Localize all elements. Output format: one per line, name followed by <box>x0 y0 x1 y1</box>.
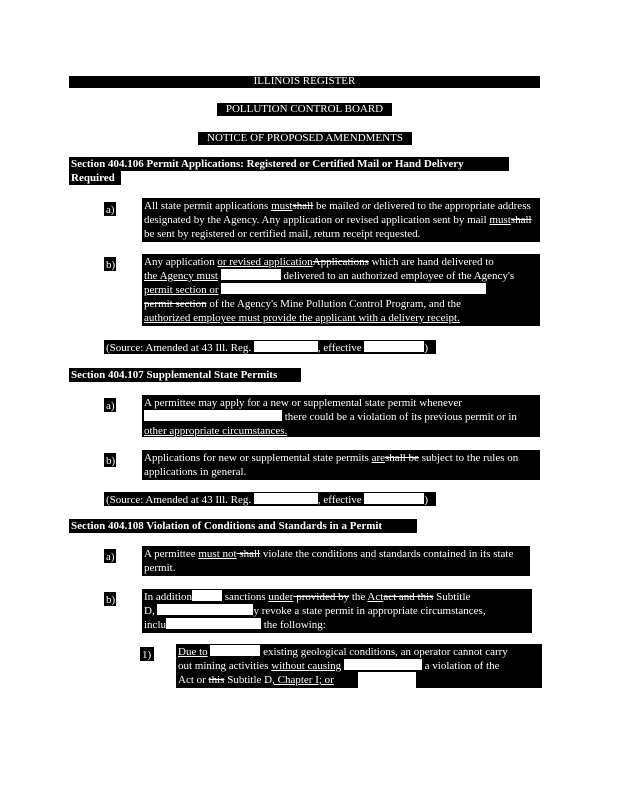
para-108-a: A permittee must not shall violate the conditions and standards contained in its state permit. <box>142 546 530 576</box>
para-106-b-label: b) <box>106 259 116 271</box>
effective-date-blank <box>364 341 424 352</box>
section-404-108-heading: Section 404.108 Violation of Conditions and Standards in a Permit <box>69 519 417 533</box>
para-107-b: Applications for new or supplemental state permits areshall be subject to the rules on applications in general. <box>142 450 540 480</box>
redaction-gap <box>344 659 422 670</box>
para-108-b-line-1: In addition sanctions under provided by the Actact and this Subtitle <box>144 591 471 603</box>
para-108-b-1-line-3: Act or this Subtitle D, Chapter I; or <box>178 674 334 686</box>
redaction-gap <box>221 283 486 294</box>
para-106-a: All state permit applications mustshall be mailed or delivered to the appropriate address designated by the Agency. Any application or revised application sent by mail mustshall be sent by registered or certified mail, return receipt requested. <box>142 198 540 242</box>
para-106-b-line-3: permit section or <box>144 283 538 297</box>
reg-number-blank <box>254 493 318 504</box>
reg-number-blank <box>254 341 318 352</box>
para-108-b-1-line-2: out mining activities without causing a violation of the <box>178 660 500 672</box>
section-404-106-heading: Section 404.106 Permit Applications: Registered or Certified Mail or Hand Delivery <box>69 157 509 171</box>
para-106-b-line-5: authorized employee must provide the applicant with a delivery receipt. <box>144 312 460 324</box>
redaction-gap <box>166 618 261 629</box>
para-107-a-line-3: other appropriate circumstances. <box>144 425 288 437</box>
para-107-b-label: b) <box>106 455 116 467</box>
para-107-a-line-2: there could be a violation of its previous permit or in <box>144 410 538 424</box>
para-107-a-label: a) <box>106 400 115 412</box>
source-107: (Source: Amended at 43 Ill. Reg. , effective ) <box>104 492 436 506</box>
para-108-b-line-2: D, y revoke a state permit in appropriate circumstances, <box>144 605 486 617</box>
board-title: POLLUTION CONTROL BOARD <box>217 103 392 116</box>
para-106-b <box>142 254 540 326</box>
redaction-gap <box>192 590 222 601</box>
para-108-b-1-line-1: Due to existing geological conditions, an operator cannot carry <box>178 646 508 658</box>
para-106-b-line-2: the Agency must delivered to an authorized employee of the Agency's <box>144 270 515 282</box>
para-108-b-line-3: inclu the following: <box>144 619 326 631</box>
register-title: ILLINOIS REGISTER <box>253 75 356 87</box>
para-107-a <box>142 395 540 437</box>
redaction-gap <box>210 645 260 656</box>
section-404-106-heading-cont: Required <box>69 171 121 185</box>
para-106-b-line-4: permit section of the Agency's Mine Pollution Control Program, and the <box>144 298 461 310</box>
para-108-b-1-label: 1) <box>140 647 154 661</box>
white-block <box>358 672 416 688</box>
redaction-gap <box>221 269 281 280</box>
notice-title: NOTICE OF PROPOSED AMENDMENTS <box>198 132 412 145</box>
para-106-b-line-1: Any application or revised applicationApplications which are hand delivered to <box>144 256 494 268</box>
para-108-a-label: a) <box>106 551 115 563</box>
para-107-a-line-1: A permittee may apply for a new or supplemental state permit whenever <box>144 397 462 409</box>
para-106-a-label: a) <box>106 204 115 216</box>
para-108-b <box>142 589 532 633</box>
redaction-gap <box>157 604 253 615</box>
para-108-b-label: b) <box>106 594 116 606</box>
redaction-gap <box>144 410 282 421</box>
effective-date-blank <box>364 493 424 504</box>
source-106: (Source: Amended at 43 Ill. Reg. , effective ) <box>104 340 436 354</box>
section-404-107-heading: Section 404.107 Supplemental State Permits <box>69 368 301 382</box>
